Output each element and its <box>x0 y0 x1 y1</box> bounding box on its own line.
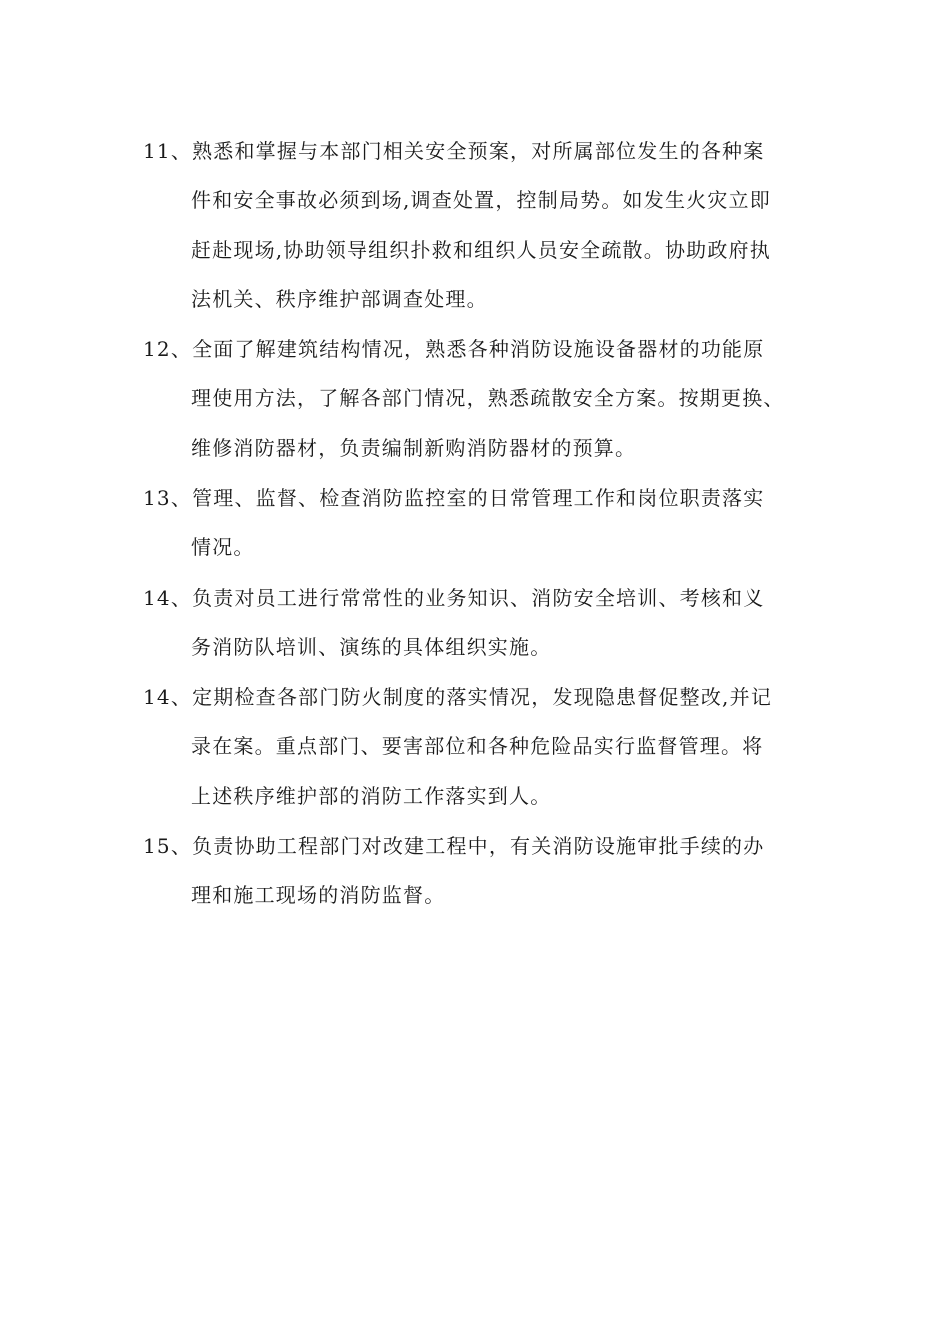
item-number: 14、 <box>143 586 193 610</box>
duty-item-line: 法机关、秩序维护部调查处理。 <box>191 287 488 312</box>
item-number: 15、 <box>143 834 193 858</box>
duty-item-line <box>143 673 823 722</box>
item-text: 负责对员工进行常常性的业务知识、消防安全培训、考核和义 <box>192 586 765 610</box>
duty-item-line <box>143 325 823 374</box>
duty-item-line <box>143 474 823 523</box>
duty-item-line: 理使用方法，了解各部门情况，熟悉疏散安全方案。按期更换、 <box>191 386 785 411</box>
item-text: 管理、监督、检查消防监控室的日常管理工作和岗位职责落实 <box>192 486 765 510</box>
item-number: 13、 <box>143 486 193 510</box>
item-number: 11、 <box>143 139 193 163</box>
duty-item-line: 务消防队培训、演练的具体组织实施。 <box>191 635 552 660</box>
duty-item-13 <box>143 474 823 573</box>
item-text: 定期检查各部门防火制度的落实情况，发现隐患督促整改,并记 <box>192 685 773 709</box>
duty-item-15 <box>143 822 823 921</box>
duty-item-line <box>143 822 823 871</box>
duty-item-14a <box>143 574 823 673</box>
duty-item-11 <box>143 127 823 325</box>
item-number: 12、 <box>143 337 193 361</box>
duty-item-line: 上述秩序维护部的消防工作落实到人。 <box>191 783 552 808</box>
duty-item-line: 件和安全事故必须到场,调查处置，控制局势。如发生火灾立即 <box>191 188 771 213</box>
duty-item-14b <box>143 673 823 821</box>
duty-item-line: 赶赴现场,协助领导组织扑救和组织人员安全疏散。协助政府执 <box>191 237 771 262</box>
duty-item-line: 情况。 <box>191 535 255 560</box>
duty-item-line: 录在案。重点部门、要害部位和各种危险品实行监督管理。将 <box>191 734 764 759</box>
item-number: 14、 <box>143 685 193 709</box>
item-text: 负责协助工程部门对改建工程中，有关消防设施审批手续的办 <box>192 834 765 858</box>
duty-item-line <box>143 574 823 623</box>
item-text: 全面了解建筑结构情况，熟悉各种消防设施设备器材的功能原 <box>192 337 765 361</box>
duty-item-line: 维修消防器材，负责编制新购消防器材的预算。 <box>191 435 637 460</box>
item-text: 熟悉和掌握与本部门相关安全预案，对所属部位发生的各种案 <box>192 139 765 163</box>
duty-item-line <box>143 127 823 176</box>
duty-item-12 <box>143 325 823 473</box>
duty-item-line: 理和施工现场的消防监督。 <box>191 883 446 908</box>
